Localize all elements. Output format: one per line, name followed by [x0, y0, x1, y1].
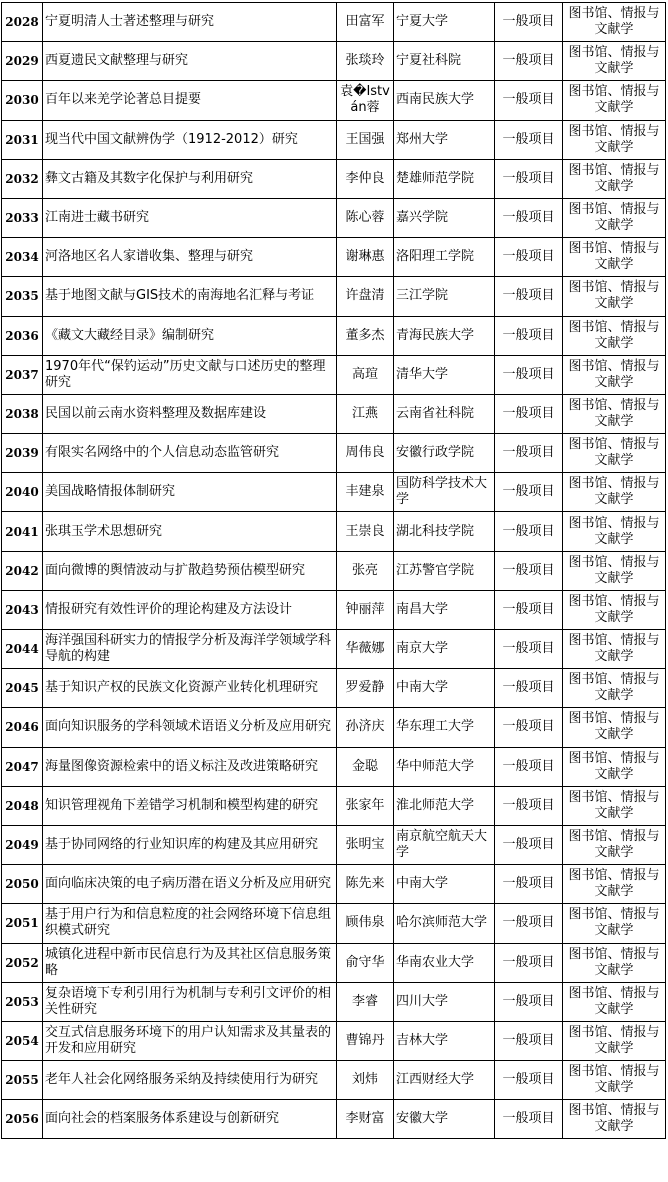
principal-investigator-cell: 陈心蓉 [337, 198, 394, 237]
project-number-cell: 2041 [2, 512, 43, 551]
project-type-cell: 一般项目 [495, 238, 563, 277]
project-title-cell: 百年以来羌学论著总目提要 [43, 81, 337, 120]
project-type-cell: 一般项目 [495, 355, 563, 394]
institution-cell: 三江学院 [394, 277, 495, 316]
discipline-cell: 图书馆、情报与文献学 [563, 394, 666, 433]
project-number-cell: 2037 [2, 355, 43, 394]
project-number-cell: 2055 [2, 1061, 43, 1100]
table-row [2, 120, 666, 159]
project-type-cell: 一般项目 [495, 434, 563, 473]
project-number-cell: 2028 [2, 3, 43, 42]
institution-cell: 安徽大学 [394, 1100, 495, 1139]
project-type-cell: 一般项目 [495, 590, 563, 629]
project-title-cell: 基于用户行为和信息粒度的社会网络环境下信息组织模式研究 [43, 904, 337, 943]
principal-investigator-cell: 刘炜 [337, 1061, 394, 1100]
principal-investigator-cell: 李财富 [337, 1100, 394, 1139]
principal-investigator-cell: 李睿 [337, 982, 394, 1021]
principal-investigator-cell: 袁�István蓉 [337, 81, 394, 120]
project-type-cell: 一般项目 [495, 708, 563, 747]
project-type-cell: 一般项目 [495, 747, 563, 786]
project-table [1, 2, 666, 1139]
institution-cell: 清华大学 [394, 355, 495, 394]
project-type-cell: 一般项目 [495, 825, 563, 864]
project-type-cell: 一般项目 [495, 865, 563, 904]
discipline-cell: 图书馆、情报与文献学 [563, 708, 666, 747]
discipline-cell: 图书馆、情报与文献学 [563, 473, 666, 512]
project-type-cell: 一般项目 [495, 198, 563, 237]
project-number-cell: 2053 [2, 982, 43, 1021]
discipline-cell: 图书馆、情报与文献学 [563, 81, 666, 120]
institution-cell: 华中师范大学 [394, 747, 495, 786]
discipline-cell: 图书馆、情报与文献学 [563, 630, 666, 669]
project-title-cell: 《藏文大藏经目录》编制研究 [43, 316, 337, 355]
project-type-cell: 一般项目 [495, 630, 563, 669]
institution-cell: 中南大学 [394, 669, 495, 708]
project-number-cell: 2050 [2, 865, 43, 904]
project-title-cell: 美国战略情报体制研究 [43, 473, 337, 512]
table-row [2, 943, 666, 982]
table-row [2, 198, 666, 237]
table-row [2, 865, 666, 904]
table-row [2, 277, 666, 316]
project-number-cell: 2034 [2, 238, 43, 277]
discipline-cell: 图书馆、情报与文献学 [563, 120, 666, 159]
project-type-cell: 一般项目 [495, 1061, 563, 1100]
project-type-cell: 一般项目 [495, 159, 563, 198]
discipline-cell: 图书馆、情报与文献学 [563, 825, 666, 864]
principal-investigator-cell: 田富军 [337, 3, 394, 42]
discipline-cell: 图书馆、情报与文献学 [563, 865, 666, 904]
project-title-cell: 江南进士藏书研究 [43, 198, 337, 237]
discipline-cell: 图书馆、情报与文献学 [563, 277, 666, 316]
principal-investigator-cell: 金聪 [337, 747, 394, 786]
project-number-cell: 2036 [2, 316, 43, 355]
table-row [2, 1021, 666, 1060]
project-number-cell: 2044 [2, 630, 43, 669]
principal-investigator-cell: 王崇良 [337, 512, 394, 551]
discipline-cell: 图书馆、情报与文献学 [563, 42, 666, 81]
project-type-cell: 一般项目 [495, 42, 563, 81]
principal-investigator-cell: 曹锦丹 [337, 1021, 394, 1060]
table-row [2, 159, 666, 198]
discipline-cell: 图书馆、情报与文献学 [563, 512, 666, 551]
discipline-cell: 图书馆、情报与文献学 [563, 3, 666, 42]
principal-investigator-cell: 王国强 [337, 120, 394, 159]
project-title-cell: 宁夏明清人士著述整理与研究 [43, 3, 337, 42]
discipline-cell: 图书馆、情报与文献学 [563, 238, 666, 277]
principal-investigator-cell: 李仲良 [337, 159, 394, 198]
discipline-cell: 图书馆、情报与文献学 [563, 943, 666, 982]
principal-investigator-cell: 张琰玲 [337, 42, 394, 81]
project-type-cell: 一般项目 [495, 120, 563, 159]
table-row [2, 434, 666, 473]
institution-cell: 吉林大学 [394, 1021, 495, 1060]
institution-cell: 郑州大学 [394, 120, 495, 159]
project-type-cell: 一般项目 [495, 316, 563, 355]
institution-cell: 江西财经大学 [394, 1061, 495, 1100]
project-title-cell: 民国以前云南水资料整理及数据库建设 [43, 394, 337, 433]
project-title-cell: 张琪玉学术思想研究 [43, 512, 337, 551]
project-title-cell: 西夏遗民文献整理与研究 [43, 42, 337, 81]
discipline-cell: 图书馆、情报与文献学 [563, 904, 666, 943]
table-row [2, 394, 666, 433]
institution-cell: 华东理工大学 [394, 708, 495, 747]
table-row [2, 473, 666, 512]
principal-investigator-cell: 丰建泉 [337, 473, 394, 512]
discipline-cell: 图书馆、情报与文献学 [563, 434, 666, 473]
project-title-cell: 基于知识产权的民族文化资源产业转化机理研究 [43, 669, 337, 708]
project-title-cell: 面向临床决策的电子病历潜在语义分析及应用研究 [43, 865, 337, 904]
institution-cell: 南昌大学 [394, 590, 495, 629]
institution-cell: 江苏警官学院 [394, 551, 495, 590]
institution-cell: 南京航空航天大学 [394, 825, 495, 864]
project-title-cell: 现当代中国文献辨伪学（1912-2012）研究 [43, 120, 337, 159]
principal-investigator-cell: 孙济庆 [337, 708, 394, 747]
project-title-cell: 交互式信息服务环境下的用户认知需求及其量表的开发和应用研究 [43, 1021, 337, 1060]
table-row [2, 904, 666, 943]
project-number-cell: 2038 [2, 394, 43, 433]
project-type-cell: 一般项目 [495, 904, 563, 943]
discipline-cell: 图书馆、情报与文献学 [563, 551, 666, 590]
institution-cell: 西南民族大学 [394, 81, 495, 120]
institution-cell: 宁夏大学 [394, 3, 495, 42]
project-type-cell: 一般项目 [495, 277, 563, 316]
principal-investigator-cell: 江燕 [337, 394, 394, 433]
institution-cell: 湖北科技学院 [394, 512, 495, 551]
principal-investigator-cell: 张明宝 [337, 825, 394, 864]
project-number-cell: 2042 [2, 551, 43, 590]
principal-investigator-cell: 谢琳惠 [337, 238, 394, 277]
discipline-cell: 图书馆、情报与文献学 [563, 786, 666, 825]
project-title-cell: 有限实名网络中的个人信息动态监管研究 [43, 434, 337, 473]
project-type-cell: 一般项目 [495, 1100, 563, 1139]
project-number-cell: 2040 [2, 473, 43, 512]
principal-investigator-cell: 华薇娜 [337, 630, 394, 669]
principal-investigator-cell: 周伟良 [337, 434, 394, 473]
principal-investigator-cell: 高瑄 [337, 355, 394, 394]
project-title-cell: 彝文古籍及其数字化保护与利用研究 [43, 159, 337, 198]
project-number-cell: 2030 [2, 81, 43, 120]
project-type-cell: 一般项目 [495, 81, 563, 120]
principal-investigator-cell: 顾伟泉 [337, 904, 394, 943]
project-title-cell: 基于协同网络的行业知识库的构建及其应用研究 [43, 825, 337, 864]
project-number-cell: 2029 [2, 42, 43, 81]
institution-cell: 宁夏社科院 [394, 42, 495, 81]
discipline-cell: 图书馆、情报与文献学 [563, 982, 666, 1021]
project-title-cell: 海量图像资源检索中的语义标注及改进策略研究 [43, 747, 337, 786]
table-row [2, 630, 666, 669]
institution-cell: 楚雄师范学院 [394, 159, 495, 198]
table-row [2, 669, 666, 708]
project-title-cell: 情报研究有效性评价的理论构建及方法设计 [43, 590, 337, 629]
table-row [2, 590, 666, 629]
project-number-cell: 2051 [2, 904, 43, 943]
project-type-cell: 一般项目 [495, 394, 563, 433]
project-title-cell: 面向微博的舆情波动与扩散趋势预估模型研究 [43, 551, 337, 590]
institution-cell: 华南农业大学 [394, 943, 495, 982]
table-row [2, 238, 666, 277]
institution-cell: 国防科学技术大学 [394, 473, 495, 512]
project-type-cell: 一般项目 [495, 473, 563, 512]
discipline-cell: 图书馆、情报与文献学 [563, 198, 666, 237]
project-number-cell: 2035 [2, 277, 43, 316]
project-number-cell: 2032 [2, 159, 43, 198]
table-row [2, 551, 666, 590]
institution-cell: 南京大学 [394, 630, 495, 669]
project-number-cell: 2045 [2, 669, 43, 708]
project-number-cell: 2047 [2, 747, 43, 786]
project-number-cell: 2046 [2, 708, 43, 747]
project-number-cell: 2049 [2, 825, 43, 864]
principal-investigator-cell: 钟丽萍 [337, 590, 394, 629]
table-row [2, 708, 666, 747]
institution-cell: 洛阳理工学院 [394, 238, 495, 277]
principal-investigator-cell: 董多杰 [337, 316, 394, 355]
project-title-cell: 复杂语境下专利引用行为机制与专利引文评价的相关性研究 [43, 982, 337, 1021]
discipline-cell: 图书馆、情报与文献学 [563, 1100, 666, 1139]
discipline-cell: 图书馆、情报与文献学 [563, 590, 666, 629]
institution-cell: 嘉兴学院 [394, 198, 495, 237]
institution-cell: 安徽行政学院 [394, 434, 495, 473]
project-type-cell: 一般项目 [495, 551, 563, 590]
project-title-cell: 面向社会的档案服务体系建设与创新研究 [43, 1100, 337, 1139]
discipline-cell: 图书馆、情报与文献学 [563, 1061, 666, 1100]
project-title-cell: 知识管理视角下差错学习机制和模型构建的研究 [43, 786, 337, 825]
institution-cell: 哈尔滨师范大学 [394, 904, 495, 943]
project-title-cell: 老年人社会化网络服务采纳及持续使用行为研究 [43, 1061, 337, 1100]
project-type-cell: 一般项目 [495, 982, 563, 1021]
table-row [2, 81, 666, 120]
table-row [2, 982, 666, 1021]
discipline-cell: 图书馆、情报与文献学 [563, 669, 666, 708]
project-title-cell: 河洛地区名人家谱收集、整理与研究 [43, 238, 337, 277]
project-type-cell: 一般项目 [495, 3, 563, 42]
institution-cell: 青海民族大学 [394, 316, 495, 355]
project-number-cell: 2033 [2, 198, 43, 237]
table-row [2, 1061, 666, 1100]
project-number-cell: 2039 [2, 434, 43, 473]
principal-investigator-cell: 罗爱静 [337, 669, 394, 708]
discipline-cell: 图书馆、情报与文献学 [563, 316, 666, 355]
project-number-cell: 2056 [2, 1100, 43, 1139]
table-row [2, 355, 666, 394]
project-title-cell: 面向知识服务的学科领域术语语义分析及应用研究 [43, 708, 337, 747]
project-type-cell: 一般项目 [495, 1021, 563, 1060]
table-row [2, 786, 666, 825]
project-title-cell: 基于地图文献与GIS技术的南海地名汇释与考证 [43, 277, 337, 316]
table-row [2, 3, 666, 42]
table-row [2, 512, 666, 551]
project-type-cell: 一般项目 [495, 669, 563, 708]
project-table-body [2, 3, 666, 1139]
table-row [2, 825, 666, 864]
project-number-cell: 2052 [2, 943, 43, 982]
institution-cell: 中南大学 [394, 865, 495, 904]
institution-cell: 四川大学 [394, 982, 495, 1021]
discipline-cell: 图书馆、情报与文献学 [563, 747, 666, 786]
table-row [2, 316, 666, 355]
project-number-cell: 2048 [2, 786, 43, 825]
project-title-cell: 1970年代“保钓运动”历史文献与口述历史的整理研究 [43, 355, 337, 394]
principal-investigator-cell: 张亮 [337, 551, 394, 590]
project-number-cell: 2031 [2, 120, 43, 159]
principal-investigator-cell: 陈先来 [337, 865, 394, 904]
project-number-cell: 2054 [2, 1021, 43, 1060]
institution-cell: 云南省社科院 [394, 394, 495, 433]
table-row [2, 42, 666, 81]
project-number-cell: 2043 [2, 590, 43, 629]
table-row [2, 747, 666, 786]
project-type-cell: 一般项目 [495, 943, 563, 982]
project-title-cell: 城镇化进程中新市民信息行为及其社区信息服务策略 [43, 943, 337, 982]
discipline-cell: 图书馆、情报与文献学 [563, 1021, 666, 1060]
project-type-cell: 一般项目 [495, 512, 563, 551]
principal-investigator-cell: 俞守华 [337, 943, 394, 982]
principal-investigator-cell: 张家年 [337, 786, 394, 825]
table-row [2, 1100, 666, 1139]
institution-cell: 淮北师范大学 [394, 786, 495, 825]
project-type-cell: 一般项目 [495, 786, 563, 825]
project-title-cell: 海洋强国科研实力的情报学分析及海洋学领域学科导航的构建 [43, 630, 337, 669]
discipline-cell: 图书馆、情报与文献学 [563, 355, 666, 394]
discipline-cell: 图书馆、情报与文献学 [563, 159, 666, 198]
principal-investigator-cell: 许盘清 [337, 277, 394, 316]
